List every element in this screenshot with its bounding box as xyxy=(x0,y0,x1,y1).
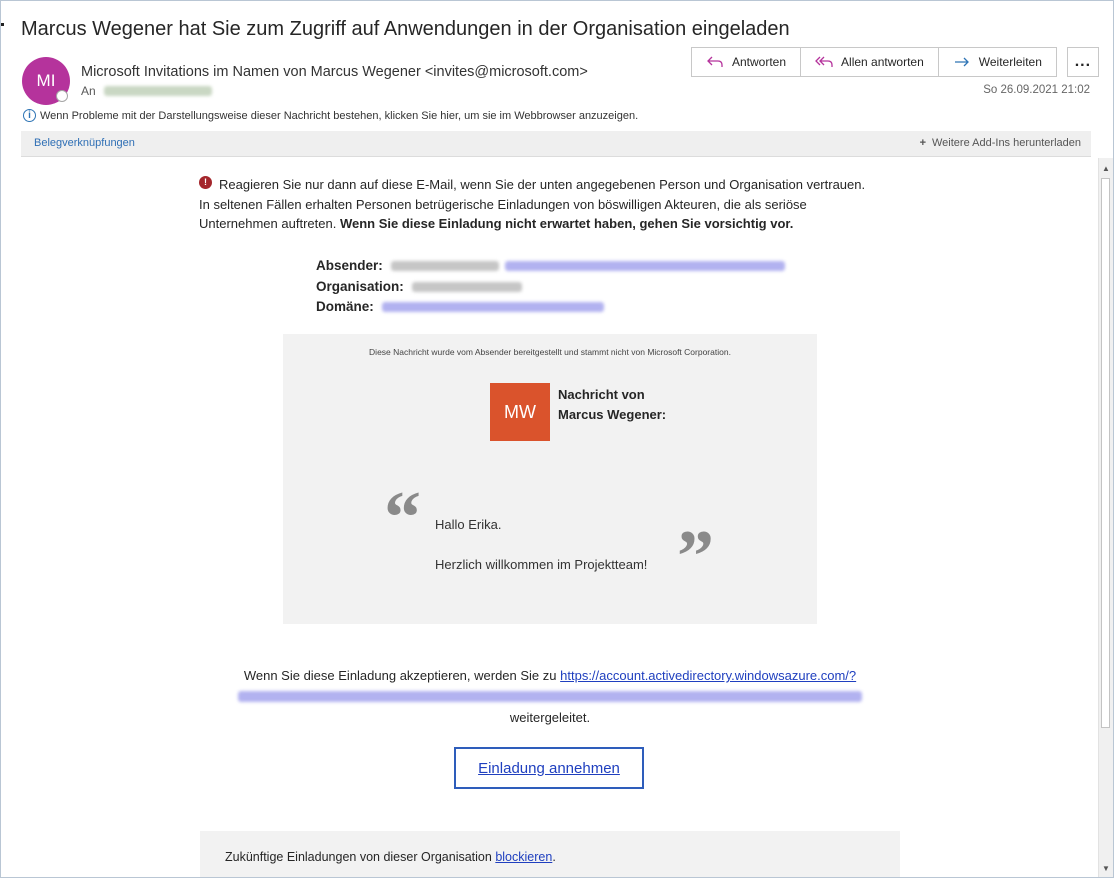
card-disclaimer: Diese Nachricht wurde vom Absender bereitgestellt und stammt nicht von Microsoft Corporation. xyxy=(369,347,731,357)
absender-label: Absender: xyxy=(316,258,383,273)
vertical-scrollbar[interactable] xyxy=(1098,158,1113,877)
inviter-avatar-tile: MW xyxy=(490,383,550,441)
to-label: An xyxy=(81,84,96,98)
warning-icon: ! xyxy=(199,176,212,189)
domaene-row xyxy=(316,297,785,318)
forward-icon xyxy=(953,55,971,69)
open-quote-icon: “ xyxy=(384,477,421,559)
get-addins-label: Weitere Add-Ins herunterladen xyxy=(932,137,1081,149)
block-notice-text: Zukünftige Einladungen von dieser Organisation xyxy=(225,850,492,864)
redirect-notice xyxy=(200,666,900,728)
recipient-name-redacted[interactable] xyxy=(104,86,212,96)
block-notice-text-line xyxy=(225,850,556,864)
reply-all-icon xyxy=(815,55,833,69)
get-addins-link[interactable] xyxy=(920,137,1081,149)
personal-message-card xyxy=(283,334,817,624)
organisation-label: Organisation: xyxy=(316,278,404,294)
domaene-value-redacted[interactable] xyxy=(382,302,604,312)
reply-label: Antworten xyxy=(732,55,787,69)
reply-all-label: Allen antworten xyxy=(841,55,924,69)
email-subject: Marcus Wegener hat Sie zum Zugriff auf Anwendungen in der Organisation eingeladen xyxy=(21,18,790,40)
reply-button[interactable] xyxy=(691,47,801,77)
block-link[interactable]: blockieren xyxy=(495,850,553,864)
window-edge-mark xyxy=(1,23,4,26)
reply-all-button[interactable] xyxy=(800,47,939,77)
domaene-label: Domäne: xyxy=(316,299,374,314)
recipient-row xyxy=(81,84,212,98)
sender-line[interactable]: Microsoft Invitations im Namen von Marcus Wegener <invites@microsoft.com> xyxy=(81,64,588,80)
info-icon: i xyxy=(23,109,36,122)
presence-status-icon xyxy=(56,90,68,102)
addins-bar xyxy=(21,131,1091,157)
redirect-url-redacted[interactable] xyxy=(238,691,862,702)
redirect-prefix: Wenn Sie diese Einladung akzeptieren, werden Sie zu xyxy=(243,668,557,683)
reply-icon xyxy=(706,55,724,69)
organisation-name-redacted xyxy=(412,282,522,292)
info-bar[interactable] xyxy=(23,109,638,122)
scroll-down-icon[interactable]: ▼ xyxy=(1102,864,1110,873)
block-notice xyxy=(200,831,900,877)
redirect-link[interactable]: https://account.activedirectory.windowsazure.com/? xyxy=(560,668,857,683)
organisation-row xyxy=(316,277,785,298)
absender-row xyxy=(316,256,785,277)
absender-name-redacted xyxy=(391,261,499,271)
message-actions xyxy=(692,47,1099,77)
warning-paragraph xyxy=(199,175,879,234)
message-from-heading xyxy=(558,385,666,425)
forward-label: Weiterleiten xyxy=(978,55,1042,69)
more-actions-button[interactable]: ... xyxy=(1067,47,1099,77)
absender-email-redacted[interactable] xyxy=(505,261,785,271)
scrollbar-thumb[interactable] xyxy=(1101,178,1110,728)
plus-icon: + xyxy=(919,137,926,149)
redirect-suffix: weitergeleitet. xyxy=(509,710,591,725)
warning-text: Reagieren Sie nur dann auf diese E-Mail, wenn Sie der unten angegebenen Person und Organisation vertrauen. In seltenen Fällen erhalten Personen betrügerische Einladungen von böswilligen Akteuren, die als seriöse Unternehmen auftreten. xyxy=(199,177,866,231)
sender-avatar[interactable]: MI xyxy=(22,57,70,105)
message-body: Herzlich willkommen im Projektteam! xyxy=(435,557,648,572)
belegverknuepfungen-link[interactable]: Belegverknüpfungen xyxy=(34,137,135,149)
warning-bold-text: Wenn Sie diese Einladung nicht erwartet haben, gehen Sie vorsichtig vor. xyxy=(339,216,794,231)
info-bar-text: Wenn Probleme mit der Darstellungsweise dieser Nachricht bestehen, klicken Sie hier, um sie im Webbrowser anzuzeigen. xyxy=(40,109,639,122)
forward-button[interactable] xyxy=(938,47,1057,77)
message-from-line1: Nachricht von xyxy=(558,387,645,402)
message-from-line2: Marcus Wegener: xyxy=(558,407,667,422)
security-warning xyxy=(199,175,879,234)
scroll-up-icon[interactable]: ▲ xyxy=(1102,164,1110,173)
block-notice-period: . xyxy=(552,850,556,864)
close-quote-icon: ” xyxy=(677,516,714,598)
message-greeting: Hallo Erika. xyxy=(435,517,502,532)
inviter-details xyxy=(316,256,785,318)
sent-date: So 26.09.2021 21:02 xyxy=(983,84,1090,96)
accept-invitation-button[interactable]: Einladung annehmen xyxy=(454,747,644,789)
